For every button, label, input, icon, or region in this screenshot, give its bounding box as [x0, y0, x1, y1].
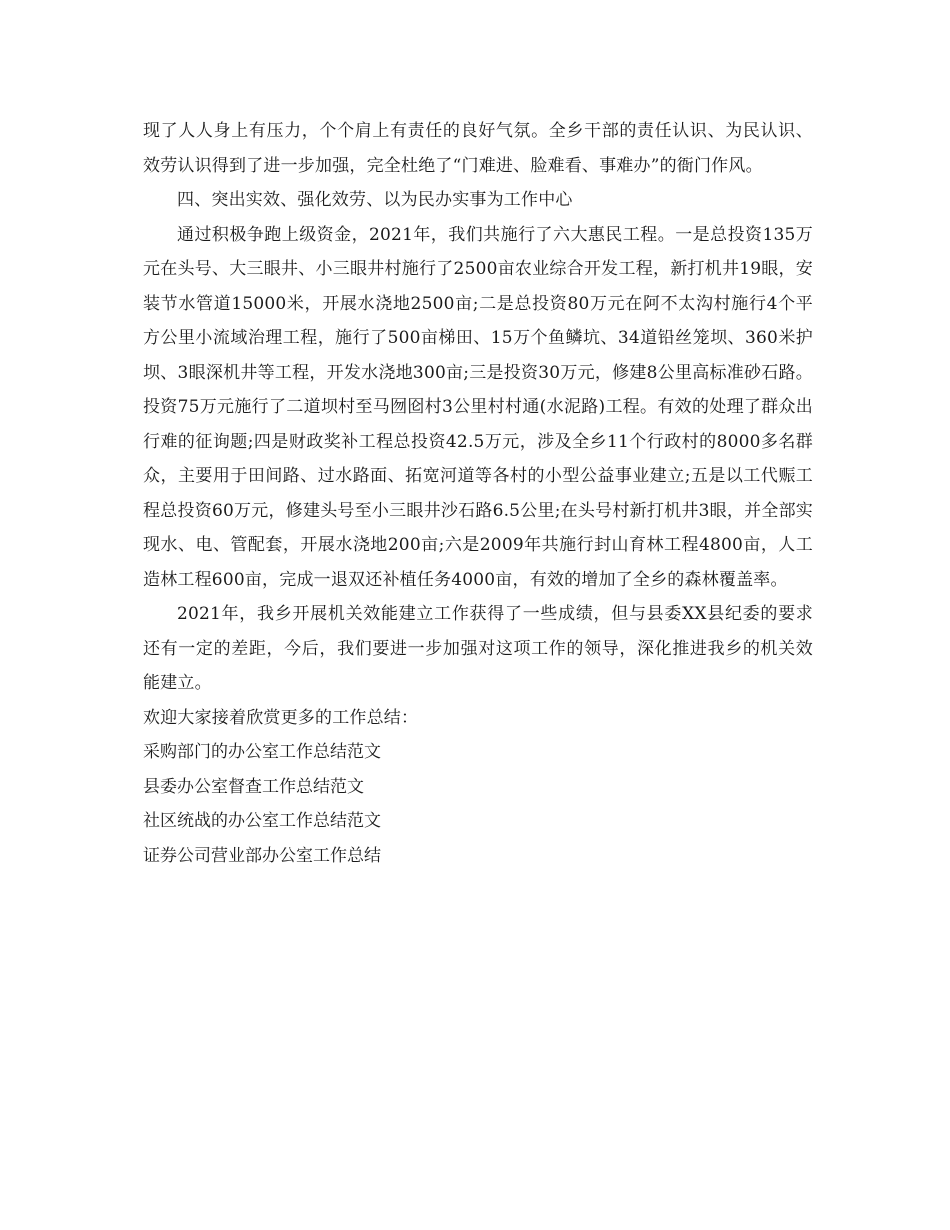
- related-link[interactable]: 县委办公室督查工作总结范文: [143, 776, 364, 797]
- body-paragraph-1: 现了人人身上有压力，个个肩上有责任的良好气氛。全乡干部的责任认识、为民认识、效劳认识得到了进一步加强，完全杜绝了“门难进、脸难看、事难办”的衙门作风。: [143, 121, 813, 176]
- related-link[interactable]: 证券公司营业部办公室工作总结: [143, 845, 381, 866]
- body-paragraph-2: 通过积极争跑上级资金，2021年，我们共施行了六大惠民工程。一是总投资135万元在头号、大三眼井、小三眼井村施行了2500亩农业综合开发工程，新打机井19眼，安装节水管道15000米，开展水浇地2500亩;二是总投资80万元在阿不太沟村施行4个平方公里小流域治理工程，施行了500亩梯田、15万个鱼鳞坑、34道铅丝笼坝、360米护坝、3眼深机井等工程，开发水浇地300亩;三是投资30万元，修建8公里高标准砂石路。投资75万元施行了二道坝村至马囫囵村3公里村村通(水泥路)工程。有效的处理了群众出行难的征询题;四是财政奖补工程总投资42.5万元，涉及全乡11个行政村的8000多名群众，主要用于田间路、过水路面、拓宽河道等各村的小型公益事业建立;五是以工代赈工程总投资60万元，修建头号至小三眼井沙石路6.5公里;在头号村新打机井3眼，并全部实现水、电、管配套，开展水浇地200亩;六是2009年共施行封山育林工程4800亩，人工造林工程600亩，完成一退双还补植任务4000亩，有效的增加了全乡的森林覆盖率。: [143, 224, 813, 590]
- related-link[interactable]: 社区统战的办公室工作总结范文: [143, 811, 381, 831]
- related-links-list: [143, 735, 813, 873]
- section-heading: 四、突出实效、强化效劳、以为民办实事为工作中心: [177, 190, 573, 210]
- related-link[interactable]: 采购部门的办公室工作总结范文: [143, 742, 381, 762]
- more-heading: 欢迎大家接着欣赏更多的工作总结：: [143, 707, 419, 728]
- body-paragraph-3: 2021年，我乡开展机关效能建立工作获得了一些成绩，但与县委XX县纪委的要求还有一定的差距，今后，我们要进一步加强对这项工作的领导，深化推进我乡的机关效能建立。: [143, 604, 813, 693]
- document-body: [143, 114, 813, 873]
